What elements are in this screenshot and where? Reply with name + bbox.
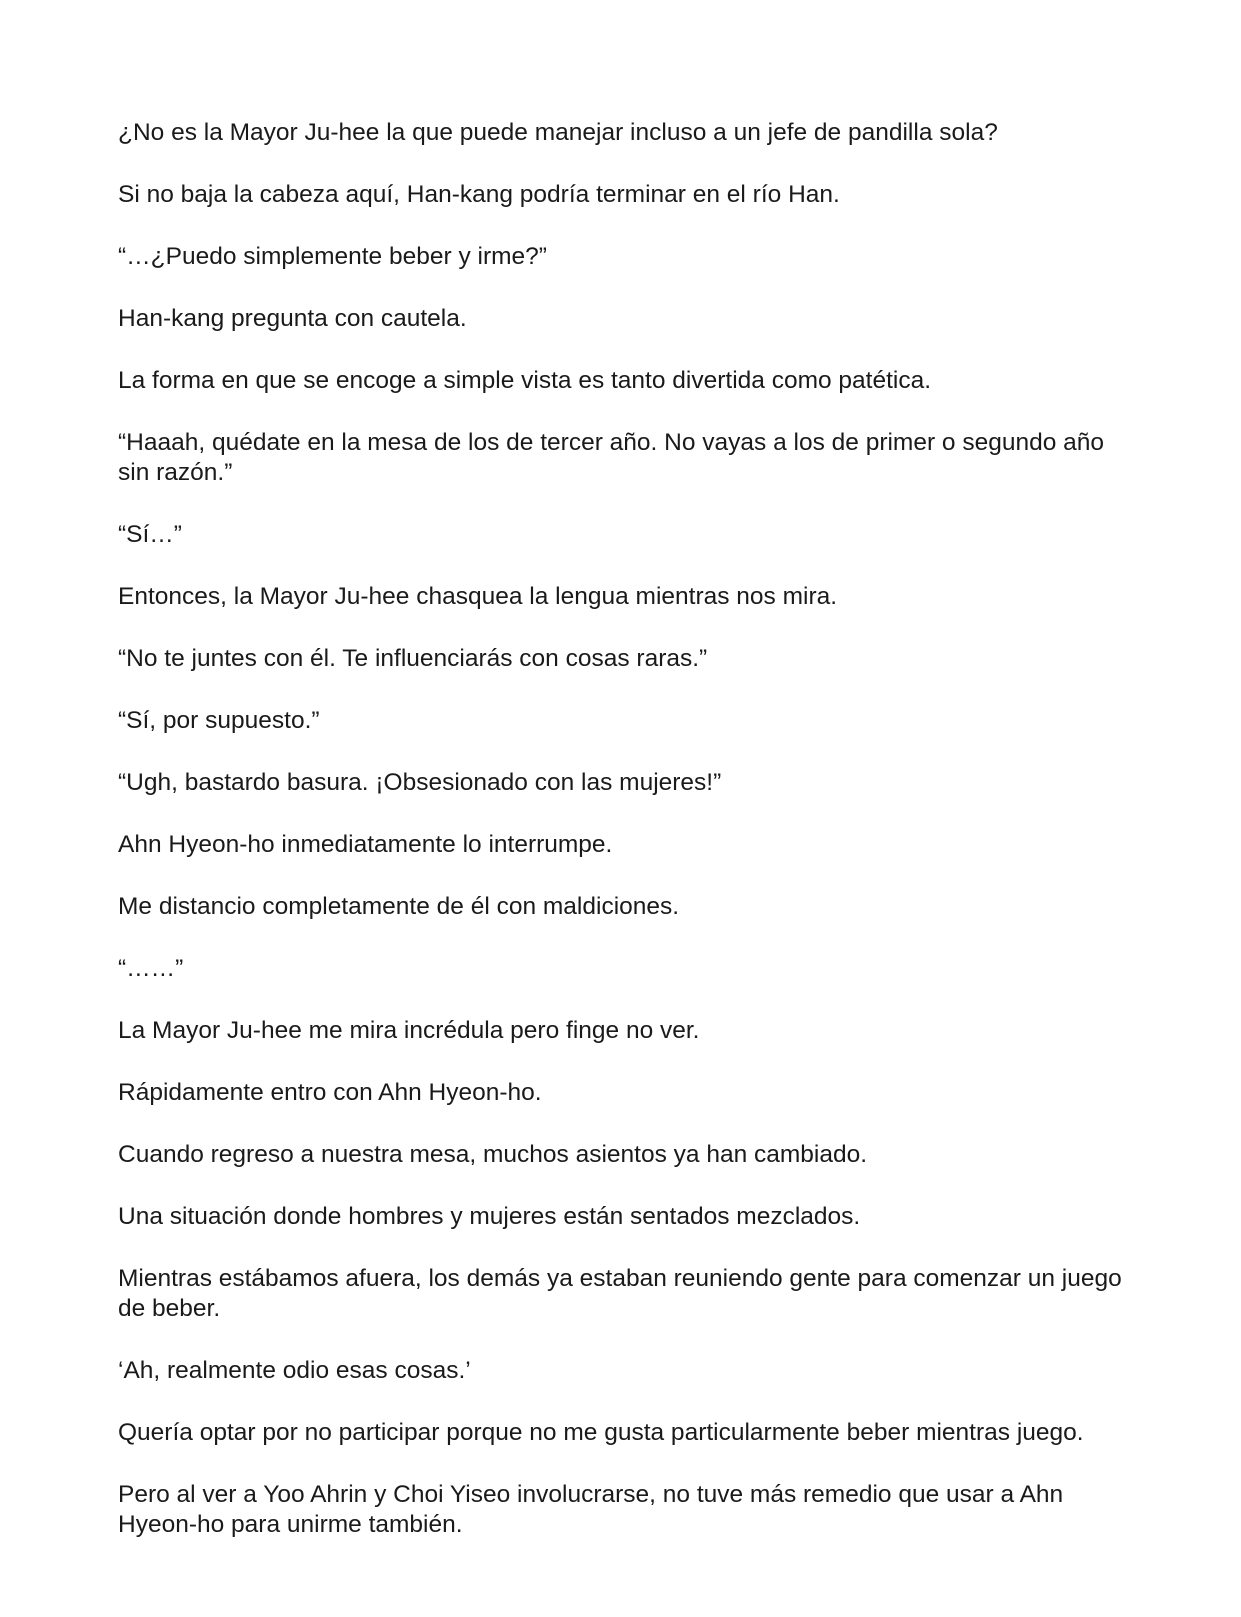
paragraph: “……” [118,955,184,982]
paragraph: Han-kang pregunta con cautela. [118,305,467,332]
paragraph: Si no baja la cabeza aquí, Han-kang podría terminar en el río Han. [118,181,840,208]
paragraph: Mientras estábamos afuera, los demás ya estaban reuniendo gente para comenzar un juego de beber. [118,1265,1122,1322]
paragraph: Rápidamente entro con Ahn Hyeon-ho. [118,1079,542,1106]
paragraph: “Haaah, quédate en la mesa de los de tercer año. No vayas a los de primer o segundo año sin razón.” [118,429,1105,486]
paragraph: Me distancio completamente de él con maldiciones. [118,893,680,920]
paragraph: Cuando regreso a nuestra mesa, muchos asientos ya han cambiado. [118,1141,868,1168]
paragraph: La forma en que se encoge a simple vista es tanto divertida como patética. [118,367,932,394]
paragraph: La Mayor Ju-hee me mira incrédula pero finge no ver. [118,1017,700,1044]
paragraph: “Sí, por supuesto.” [118,707,320,734]
document-body [118,118,1128,1572]
paragraph: Una situación donde hombres y mujeres están sentados mezclados. [118,1203,861,1230]
paragraph: Quería optar por no participar porque no me gusta particularmente beber mientras juego. [118,1419,1084,1446]
paragraph: Pero al ver a Yoo Ahrin y Choi Yiseo involucrarse, no tuve más remedio que usar a Ahn Hyeon-ho para unirme también. [118,1481,1064,1538]
paragraph: “…¿Puedo simplemente beber y irme?” [118,243,547,270]
paragraph: “No te juntes con él. Te influenciarás con cosas raras.” [118,645,708,672]
paragraph: Entonces, la Mayor Ju-hee chasquea la lengua mientras nos mira. [118,583,838,610]
paragraph: ‘Ah, realmente odio esas cosas.’ [118,1357,471,1384]
paragraph: “Sí…” [118,521,182,548]
paragraph: ¿No es la Mayor Ju-hee la que puede manejar incluso a un jefe de pandilla sola? [118,119,998,146]
paragraph: Ahn Hyeon-ho inmediatamente lo interrumpe. [118,831,613,858]
paragraph: “Ugh, bastardo basura. ¡Obsesionado con las mujeres!” [118,769,722,796]
